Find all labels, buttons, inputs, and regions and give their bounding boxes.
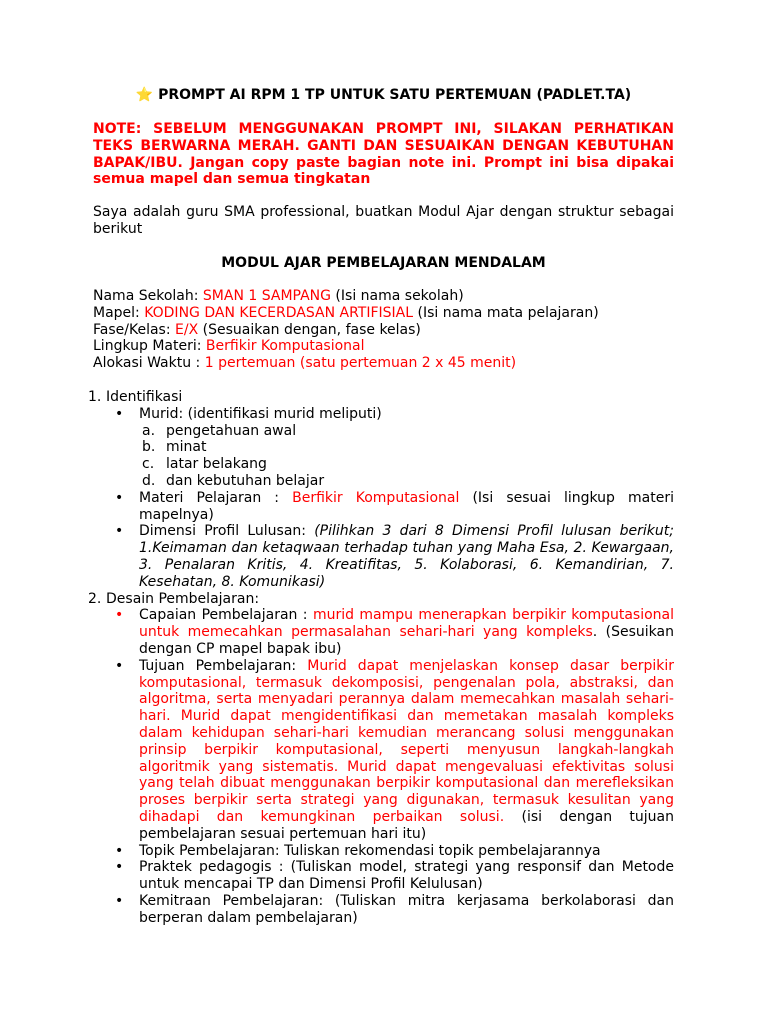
modul-heading: MODUL AJAR PEMBELAJARAN MENDALAM [221, 255, 546, 271]
info-mapel: Mapel: KODING DAN KECERDASAN ARTIFISIAL (Isi nama mata pelajaran) [93, 304, 599, 321]
bullet-icon: • [115, 892, 124, 909]
identity-info [93, 288, 674, 372]
main-list [88, 389, 674, 927]
info-lingkup: Lingkup Materi: Berfikir Komputasional [93, 338, 365, 355]
info-fase: Fase/Kelas: E/X (Sesuaikan dengan, fase kelas) [93, 321, 421, 338]
bullet-icon: • [115, 859, 124, 876]
section-identifikasi: 1. Identifikasi [88, 389, 183, 405]
note-paragraph: NOTE: SEBELUM MENGGUNAKAN PROMPT INI, SILAKAN PERHATIKAN TEKS BERWARNA MERAH. GANTI DAN SESUAIKAN DENGAN KEBUTUHAN BAPAK/IBU. Jangan copy paste bagian note ini. Prompt ini bisa dipakai semua mapel dan semua tingkatan [93, 121, 674, 188]
list-item-dimensi: • Dimensi Profil Lulusan: (Pilihkan 3 dari 8 Dimensi Profil lulusan berikut; 1.Keimaman dan ketaqwaan terhadap tuhan yang Maha Esa, 2. Kewargaan, 3. Penalaran Kritis, 4. Kreatifitas, 5. Kolaborasi, 6. Kemandirian, 7. Kesehatan, 8. Komunikasi) [115, 523, 674, 590]
sub-item: b. minat [142, 439, 207, 456]
sub-item: a. pengetahuan awal [142, 422, 297, 439]
sub-item: c. latar belakang [142, 456, 267, 473]
document-title: ⭐ PROMPT AI RPM 1 TP UNTUK SATU PERTEMUAN (PADLET.TA) [135, 87, 632, 103]
bullet-icon: • [115, 489, 124, 506]
list-item-tujuan: • Tujuan Pembelajaran: Murid dapat menjelaskan konsep dasar berpikir komputasional, termasuk dekomposisi, pengenalan pola, abstraksi, dan algoritma, serta menyadari perannya dalam memecahkan masalah sehari-hari. Murid dapat mengidentifikasi dan memetakan masalah kompleks dalam kehidupan sehari-hari kemudian merancang solusi menggunakan prinsip berpikir komputasional, seperti menyusun langkah-langkah algoritmik yang sistematis. Murid dapat mengevaluasi efektivitas solusi yang telah dibuat menggunakan berpikir komputasional dan merefleksikan proses berpikir serta strategi yang digunakan, termasuk kesulitan yang dihadapi dan kemungkinan perbaikan solusi. (isi dengan tujuan pembelajaran sesuai pertemuan hari itu) [115, 657, 674, 842]
sub-item: d. dan kebutuhan belajar [142, 472, 325, 489]
info-alokasi: Alokasi Waktu : 1 pertemuan (satu pertemuan 2 x 45 menit) [93, 355, 517, 372]
list-item-murid: • Murid: (identifikasi murid meliputi) [115, 405, 382, 422]
section-desain: 2. Desain Pembelajaran: [88, 590, 260, 607]
list-item-capaian: • Capaian Pembelajaran : murid mampu menerapkan berpikir komputasional untuk memecahkan permasalahan sehari-hari yang kompleks. (Sesuikan dengan CP mapel bapak ibu) [115, 607, 674, 657]
list-item-praktek: • Praktek pedagogis : (Tuliskan model, strategi yang responsif dan Metode untuk mencapai TP dan Dimensi Profil Kelulusan) [115, 859, 674, 893]
list-item-topik: • Topik Pembelajaran: Tuliskan rekomendasi topik pembelajarannya [115, 842, 601, 859]
bullet-icon: • [115, 405, 124, 422]
info-sekolah: Nama Sekolah: SMAN 1 SAMPANG (Isi nama sekolah) [93, 288, 464, 304]
section-title: Identifikasi [106, 389, 183, 405]
intro-paragraph: Saya adalah guru SMA professional, buatkan Modul Ajar dengan struktur sebagai berikut [93, 204, 674, 237]
list-item-kemitraan: • Kemitraan Pembelajaran: (Tuliskan mitra kerjasama berkolaborasi dan berperan dalam pembelajaran) [115, 892, 674, 926]
bullet-icon: • [115, 657, 124, 674]
section-title: Desain Pembelajaran: [106, 590, 260, 607]
bullet-icon: • [115, 523, 124, 540]
bullet-icon: • [115, 842, 124, 859]
bullet-icon: • [115, 607, 124, 624]
list-item-materi: • Materi Pelajaran : Berfikir Komputasional (Isi sesuai lingkup materi mapelnya) [115, 489, 674, 523]
